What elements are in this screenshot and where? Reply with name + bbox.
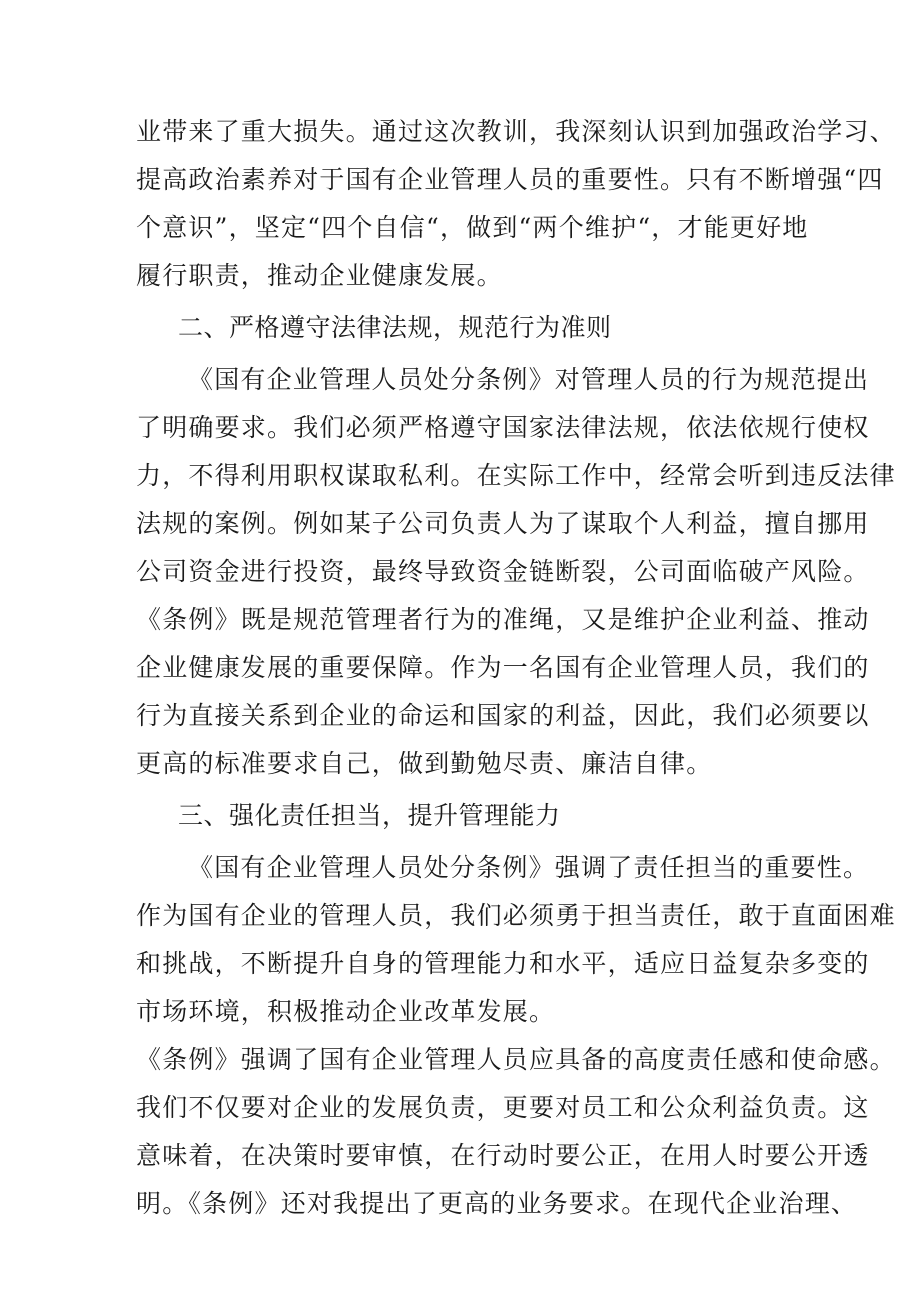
- section-heading-2: 二、严格遵守法律法规，规范行为准则: [178, 313, 612, 342]
- text-line: 公司资金进行投资，最终导致资金链断裂，公司面临破产风险。: [136, 557, 870, 586]
- text-line: 《国有企业管理人员处分条例》对管理人员的行为规范提出: [188, 365, 870, 394]
- paragraph-3: [136, 844, 896, 1036]
- text-line: 企业健康发展的重要保障。作为一名国有企业管理人员，我们的: [136, 653, 870, 682]
- text-line: 和挑战，不断提升自身的管理能力和水平，适应日益复杂多变的: [136, 949, 870, 978]
- text-line: 力，不得利用职权谋取私利。在实际工作中，经常会听到违反法律: [136, 461, 896, 490]
- text-line: 法规的案例。例如某子公司负责人为了谋取个人利益，擅自挪用: [136, 509, 870, 538]
- text-line: 意味着，在决策时要审慎，在行动时要公正，在用人时要公开透: [136, 1141, 870, 1170]
- text-line: 市场环境，积极推动企业改革发展。: [136, 997, 556, 1026]
- text-line: 明。《条例》还对我提出了更高的业务要求。在现代企业治理、: [136, 1189, 858, 1218]
- text-line: 《条例》既是规范管理者行为的准绳，又是维护企业利益、推动: [136, 605, 870, 634]
- text-line: 《国有企业管理人员处分条例》强调了责任担当的重要性。: [188, 853, 870, 882]
- paragraph-2: [136, 356, 896, 788]
- section-heading-3: 三、强化责任担当，提升管理能力: [178, 801, 561, 830]
- document-body: [136, 108, 896, 1228]
- text-line: 作为国有企业的管理人员，我们必须勇于担当责任，敢于直面困难: [136, 901, 896, 930]
- text-line: 《条例》强调了国有企业管理人员应具备的高度责任感和使命感。: [136, 1045, 896, 1074]
- text-line: 了明确要求。我们必须严格遵守国家法律法规，依法依规行使权: [136, 413, 870, 442]
- text-line: 更高的标准要求自己，做到勤勉尽责、廉洁自律。: [136, 749, 713, 778]
- text-line: 行为直接关系到企业的命运和国家的利益，因此，我们必须要以: [136, 701, 870, 730]
- paragraph-4: [136, 1036, 896, 1228]
- text-line: 个意识”，坚定“四个自信“，做到“两个维护“，才能更好地: [136, 213, 809, 242]
- text-line: 业带来了重大损失。通过这次教训，我深刻认识到加强政治学习、: [136, 117, 896, 146]
- text-line: 履行职责，推动企业健康发展。: [136, 261, 503, 290]
- text-line: 提高政治素养对于国有企业管理人员的重要性。只有不断增强“四: [136, 165, 884, 194]
- paragraph-1: [136, 108, 896, 300]
- text-line: 我们不仅要对企业的发展负责，更要对员工和公众利益负责。这: [136, 1093, 870, 1122]
